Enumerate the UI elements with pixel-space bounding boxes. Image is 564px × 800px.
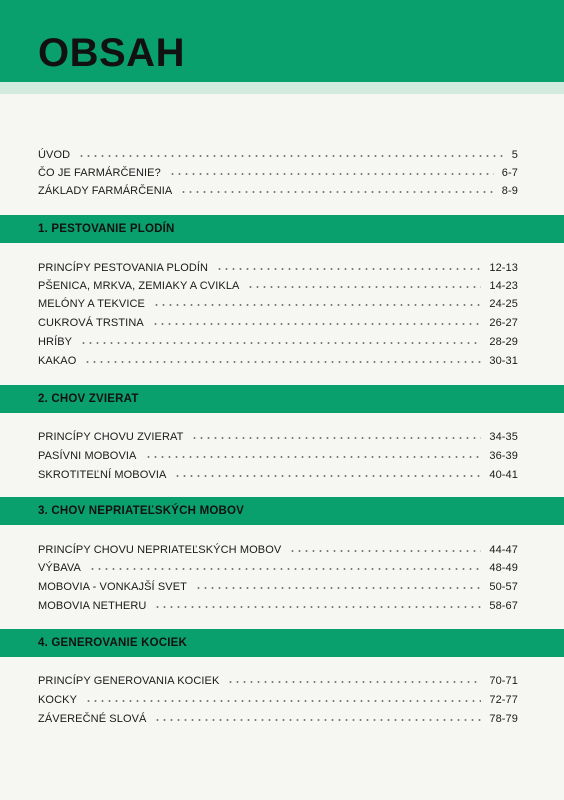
toc-entry-title: MOBOVIA - VONKAJŠÍ SVET <box>38 581 188 593</box>
toc-entry[interactable] <box>38 277 518 295</box>
dot-leader <box>84 361 481 363</box>
toc-entry-title: MELÓNY A TEKVICE <box>38 298 145 310</box>
toc-entry[interactable] <box>38 314 518 332</box>
toc-entry-pages: 28-29 <box>489 336 518 348</box>
toc-entry-pages: 30-31 <box>489 355 518 367</box>
toc-entry[interactable] <box>38 259 518 277</box>
section-heading: 4. GENEROVANIE KOCIEK <box>38 637 188 649</box>
dot-leader <box>153 304 481 306</box>
toc-entry-pages: 78-79 <box>489 713 518 725</box>
toc-entry-title: PRINCÍPY CHOVU ZVIERAT <box>38 431 184 443</box>
toc-entry-pages: 6-7 <box>501 167 518 179</box>
dot-leader <box>80 342 481 344</box>
toc-entry-pages: 24-25 <box>489 298 518 310</box>
toc-entry-pages: 12-13 <box>489 262 518 274</box>
toc-entry[interactable] <box>38 466 518 484</box>
toc-entry[interactable] <box>38 541 518 559</box>
toc-entry-title: HRÍBY <box>38 336 73 348</box>
toc-entry-title: KOCKY <box>38 694 78 706</box>
toc-entry-title: PRINCÍPY PESTOVANIA PLODÍN <box>38 262 209 274</box>
dot-leader <box>227 681 481 683</box>
toc-entry-pages: 5 <box>511 149 518 161</box>
toc-entry-pages: 48-49 <box>489 562 518 574</box>
toc-entry-pages: 72-77 <box>489 694 518 706</box>
toc-entry-title: ZÁKLADY FARMÁRČENIA <box>38 185 173 197</box>
toc-entry-pages: 40-41 <box>489 469 518 481</box>
dot-leader <box>154 719 481 721</box>
toc-entry-title: ČO JE FARMÁRČENIE? <box>38 167 161 179</box>
toc-entry-pages: 70-71 <box>489 675 518 687</box>
toc-entry[interactable] <box>38 428 518 446</box>
toc-entry-title: CUKROVÁ TRSTINA <box>38 317 144 329</box>
dot-leader <box>247 286 481 288</box>
toc-entry[interactable] <box>38 295 518 313</box>
dot-leader <box>216 268 481 270</box>
toc-entry-title: MOBOVIA NETHERU <box>38 600 147 612</box>
toc-entry[interactable] <box>38 447 518 465</box>
dot-leader <box>169 173 494 175</box>
section-heading-bar <box>0 385 564 413</box>
toc-entry-title: PASÍVNI MOBOVIA <box>38 450 137 462</box>
section-heading-bar <box>0 497 564 525</box>
toc-entry-title: VÝBAVA <box>38 562 81 574</box>
toc-entry-title: PŠENICA, MRKVA, ZEMIAKY A CVIKLA <box>38 280 240 292</box>
toc-entry-title: SKROTITEĽNÍ MOBOVIA <box>38 469 167 481</box>
toc-entry[interactable] <box>38 333 518 351</box>
toc-entry-pages: 14-23 <box>489 280 518 292</box>
toc-entry[interactable] <box>38 578 518 596</box>
toc-entry-pages: 50-57 <box>489 581 518 593</box>
toc-entry[interactable] <box>38 691 518 709</box>
dot-leader <box>180 191 493 193</box>
section-heading-bar <box>0 215 564 243</box>
toc-entry[interactable] <box>38 146 518 164</box>
toc-entry-pages: 44-47 <box>489 544 518 556</box>
toc-entry[interactable] <box>38 182 518 200</box>
header-stripe <box>0 82 564 94</box>
dot-leader <box>191 437 481 439</box>
toc-entry-pages: 36-39 <box>489 450 518 462</box>
toc-entry-title: KAKAO <box>38 355 77 367</box>
toc-entry[interactable] <box>38 164 518 182</box>
toc-entry[interactable] <box>38 672 518 690</box>
toc-entry[interactable] <box>38 352 518 370</box>
toc-entry-pages: 58-67 <box>489 600 518 612</box>
dot-leader <box>152 323 482 325</box>
toc-entry[interactable] <box>38 559 518 577</box>
dot-leader <box>89 568 481 570</box>
dot-leader <box>195 587 481 589</box>
section-heading-bar <box>0 629 564 657</box>
toc-entry-title: PRINCÍPY CHOVU NEPRIATEĽSKÝCH MOBOV <box>38 544 282 556</box>
dot-leader <box>85 700 481 702</box>
dot-leader <box>78 155 504 157</box>
section-heading: 2. CHOV ZVIERAT <box>38 393 139 405</box>
dot-leader <box>174 475 481 477</box>
toc-entry[interactable] <box>38 597 518 615</box>
toc-entry-title: ÚVOD <box>38 149 71 161</box>
toc-entry[interactable] <box>38 710 518 728</box>
dot-leader <box>289 550 481 552</box>
section-heading: 3. CHOV NEPRIATEĽSKÝCH MOBOV <box>38 505 245 517</box>
dot-leader <box>154 606 481 608</box>
toc-entry-pages: 8-9 <box>501 185 518 197</box>
toc-entry-pages: 26-27 <box>489 317 518 329</box>
dot-leader <box>145 456 482 458</box>
section-heading: 1. PESTOVANIE PLODÍN <box>38 223 175 235</box>
page-title: OBSAH <box>38 31 185 75</box>
toc-entry-pages: 34-35 <box>489 431 518 443</box>
toc-entry-title: PRINCÍPY GENEROVANIA KOCIEK <box>38 675 220 687</box>
toc-entry-title: ZÁVEREČNÉ SLOVÁ <box>38 713 147 725</box>
